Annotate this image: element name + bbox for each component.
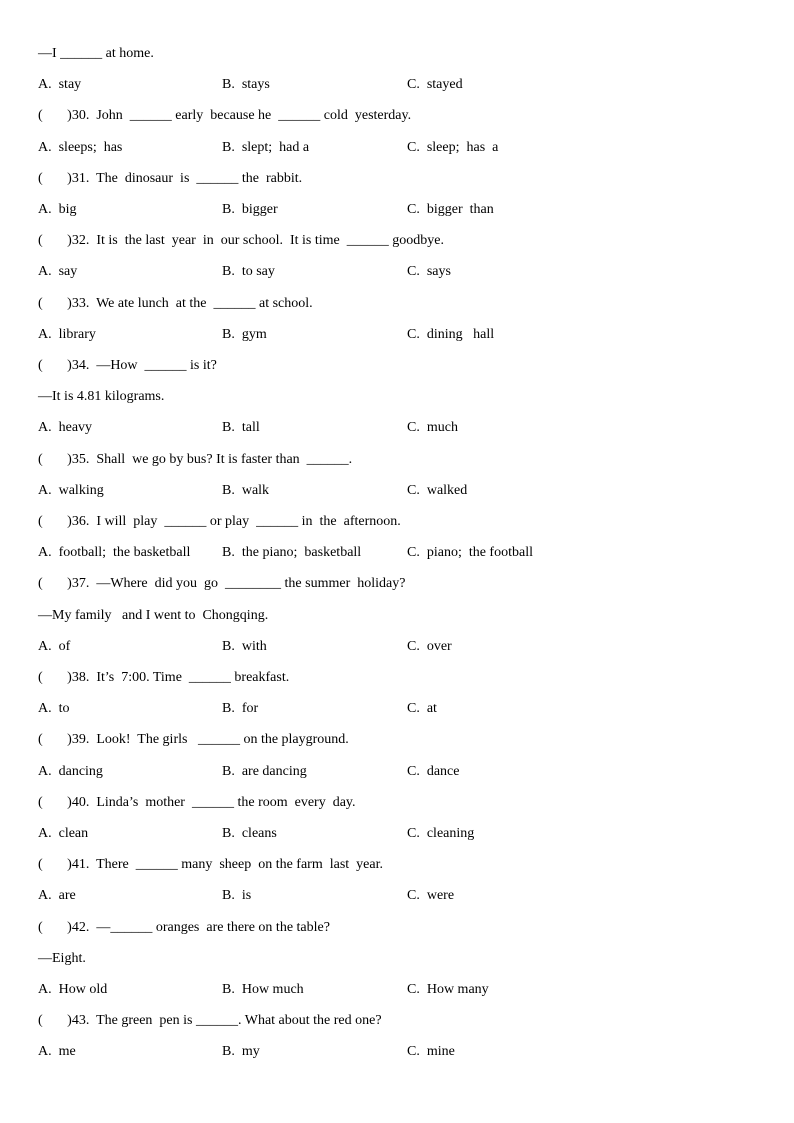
question-text: —Eight. — [38, 951, 86, 966]
option-c: C. stayed — [407, 77, 463, 92]
option-b: B. the piano; basketball — [222, 545, 362, 560]
question-text: ( )30. John ______ early because he ______ cold yesterday. — [38, 108, 412, 123]
option-c: C. says — [407, 264, 451, 279]
option-c: C. mine — [407, 1044, 455, 1059]
option-c: C. How many — [407, 982, 489, 997]
question-text: ( )38. It’s 7:00. Time ______ breakfast. — [38, 670, 290, 685]
option-b: B. How much — [222, 982, 304, 997]
option-c: C. walked — [407, 483, 468, 498]
option-b: B. for — [222, 701, 259, 716]
option-a: A. are — [38, 888, 76, 903]
option-b: B. my — [222, 1044, 260, 1059]
option-a: A. sleeps; has — [38, 140, 123, 155]
option-a: A. football; the basketball — [38, 545, 191, 560]
option-c: C. at — [407, 701, 437, 716]
option-a: A. to — [38, 701, 70, 716]
option-a: A. dancing — [38, 764, 103, 779]
option-b: B. slept; had a — [222, 140, 310, 155]
option-b: B. with — [222, 639, 267, 654]
question-text: —It is 4.81 kilograms. — [38, 389, 165, 404]
question-text: —My family and I went to Chongqing. — [38, 608, 269, 623]
option-c: C. dining hall — [407, 327, 495, 342]
question-text: —I ______ at home. — [38, 46, 154, 61]
question-text: ( )39. Look! The girls ______ on the playground. — [38, 732, 349, 747]
question-text: ( )42. —______ oranges are there on the table? — [38, 920, 330, 935]
question-text: ( )43. The green pen is ______. What about the red one? — [38, 1013, 382, 1028]
question-text: ( )36. I will play ______ or play ______ in the afternoon. — [38, 514, 401, 529]
option-a: A. me — [38, 1044, 76, 1059]
option-a: A. of — [38, 639, 71, 654]
option-b: B. bigger — [222, 202, 278, 217]
option-a: A. big — [38, 202, 77, 217]
option-a: A. How old — [38, 982, 108, 997]
option-a: A. stay — [38, 77, 82, 92]
question-text: ( )34. —How ______ is it? — [38, 358, 217, 373]
option-c: C. sleep; has a — [407, 140, 499, 155]
question-text: ( )31. The dinosaur is ______ the rabbit. — [38, 171, 303, 186]
option-c: C. much — [407, 420, 458, 435]
option-b: B. is — [222, 888, 252, 903]
option-b: B. walk — [222, 483, 270, 498]
option-c: C. were — [407, 888, 455, 903]
option-c: C. dance — [407, 764, 460, 779]
option-a: A. clean — [38, 826, 89, 841]
question-text: ( )35. Shall we go by bus? It is faster than ______. — [38, 452, 353, 467]
option-b: B. stays — [222, 77, 270, 92]
question-text: ( )40. Linda’s mother ______ the room every day. — [38, 795, 356, 810]
option-b: B. are dancing — [222, 764, 307, 779]
option-b: B. to say — [222, 264, 275, 279]
option-b: B. cleans — [222, 826, 277, 841]
option-a: A. heavy — [38, 420, 93, 435]
option-b: B. tall — [222, 420, 260, 435]
question-text: ( )41. There ______ many sheep on the farm last year. — [38, 857, 383, 872]
option-a: A. walking — [38, 483, 104, 498]
question-text: ( )32. It is the last year in our school. It is time ______ goodbye. — [38, 233, 444, 248]
option-c: C. piano; the football — [407, 545, 533, 560]
option-b: B. gym — [222, 327, 267, 342]
option-a: A. say — [38, 264, 78, 279]
option-c: C. cleaning — [407, 826, 475, 841]
question-text: ( )33. We ate lunch at the ______ at school. — [38, 296, 313, 311]
option-c: C. over — [407, 639, 452, 654]
option-a: A. library — [38, 327, 96, 342]
option-c: C. bigger than — [407, 202, 494, 217]
question-text: ( )37. —Where did you go ________ the summer holiday? — [38, 576, 406, 591]
